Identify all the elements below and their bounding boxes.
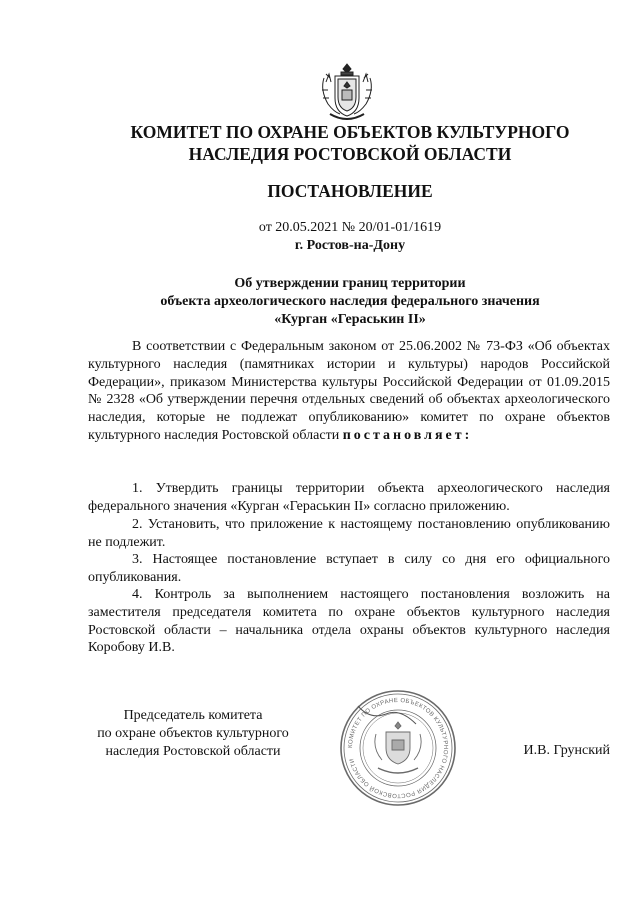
signer-position-line3: наследия Ростовской области xyxy=(105,744,281,759)
official-seal-stamp xyxy=(338,688,458,808)
resolution-item-1: 1. Утвердить границы территории объекта археологического наследия федерального значения «Курган «Гераськин II» согласно приложению. xyxy=(88,481,610,514)
seal-ring-text: КОМИТЕТ ПО ОХРАНЕ ОБЪЕКТОВ КУЛЬТУРНОГО НАСЛЕДИЯ РОСТОВСКОЙ ОБЛАСТИ xyxy=(347,697,449,799)
signer-name: И.В. Грунский xyxy=(523,743,610,758)
committee-title-line2: НАСЛЕДИЯ РОСТОВСКОЙ ОБЛАСТИ xyxy=(188,144,512,164)
committee-title xyxy=(60,121,640,165)
committee-title-line1: КОМИТЕТ ПО ОХРАНЕ ОБЪЕКТОВ КУЛЬТУРНОГО xyxy=(130,122,570,142)
resolution-item-4: 4. Контроль за выполнением настоящего постановления возложить на заместителя председателя комитета по охране объектов культурного наследия Ростовской области – начальника отдела охраны объектов культурного наследия Коробову И.В. xyxy=(88,587,610,656)
preamble-paragraph xyxy=(88,338,610,445)
document-city: г. Ростов-на-Дону xyxy=(294,238,406,253)
signer-position xyxy=(88,707,298,761)
resolves-word: постановляет: xyxy=(342,427,473,443)
document-date-number: от 20.05.2021 № 20/01-01/1619 xyxy=(258,220,442,235)
preamble-text: В соответствии с Федеральным законом от 25.06.2002 № 73-ФЗ «Об объектах культурного наследия (памятниках истории и культуры) народов Российской Федерации», приказом Министерства культуры Российской Федерации от 01.09.2015 № 2328 «Об утверждении перечня отдельных сведений об объектах археологического наследия, которые не подлежат опубликованию» комитет по охране объектов культурного наследия Ростовской области xyxy=(88,339,610,443)
coat-of-arms-icon xyxy=(316,60,378,124)
document-subject xyxy=(60,275,640,329)
resolution-item-2: 2. Установить, что приложение к настоящему постановлению опубликованию не подлежит. xyxy=(88,517,610,550)
resolution-item-3: 3. Настоящее постановление вступает в силу со дня его официального опубликования. xyxy=(88,552,610,585)
document-type: ПОСТАНОВЛЕНИЕ xyxy=(267,181,433,201)
subject-line1: Об утверждении границ территории xyxy=(234,276,466,291)
subject-line2: объекта археологического наследия федерального значения xyxy=(160,294,540,309)
signer-position-line1: Председатель комитета xyxy=(123,708,263,723)
subject-line3: «Курган «Гераськин II» xyxy=(274,312,426,327)
signer-position-line2: по охране объектов культурного xyxy=(97,726,289,741)
